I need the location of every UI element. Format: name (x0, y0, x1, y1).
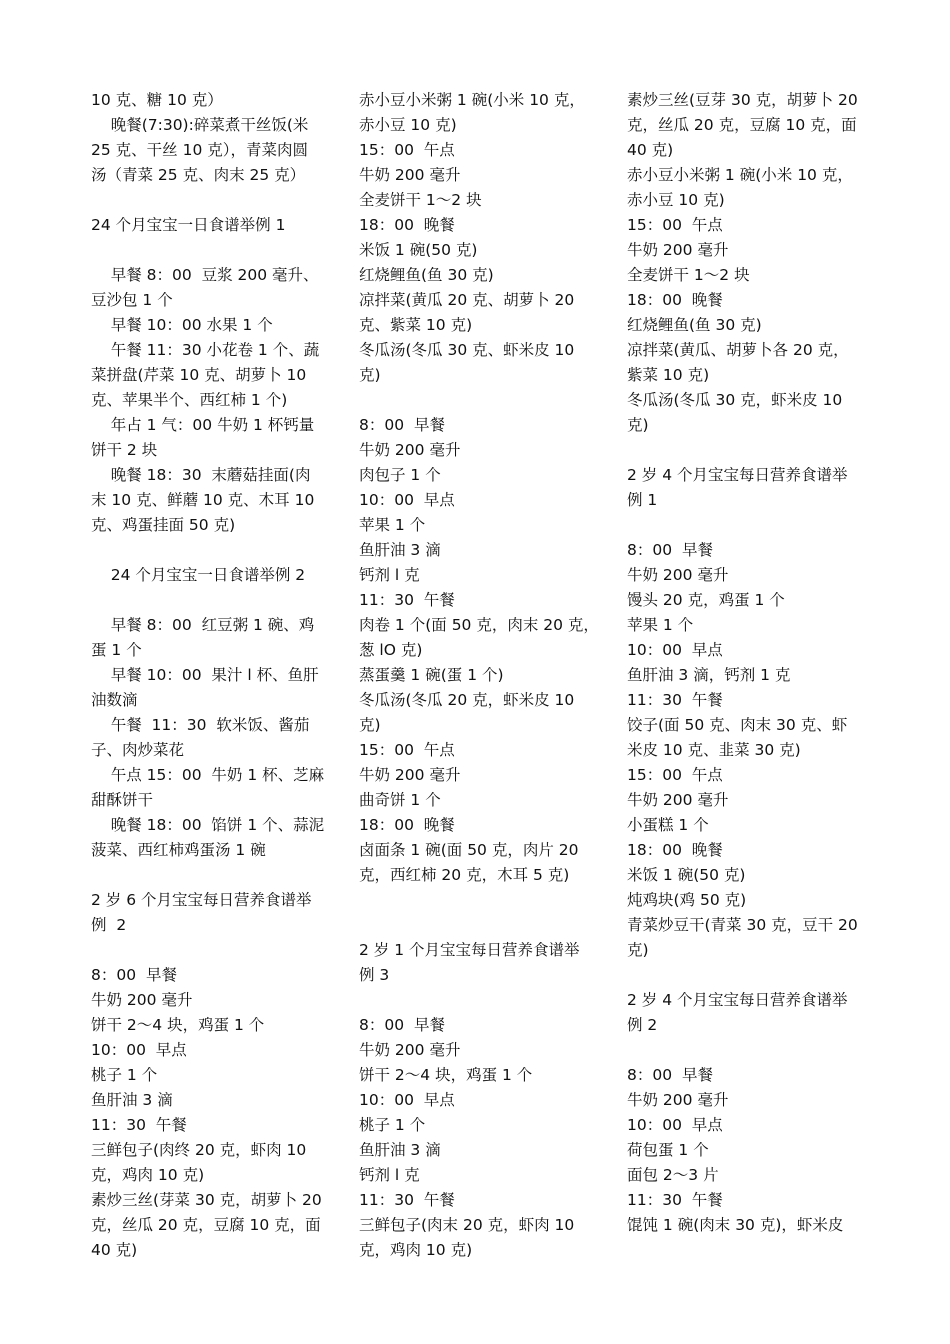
text-line (91, 863, 337, 888)
text-line: 2 岁 4 个月宝宝每日营养食谱举 (627, 991, 848, 1009)
text-line: 例 2 (627, 1016, 658, 1034)
text-line: 10：00 早点 (91, 1041, 187, 1059)
text-line: 15：00 午点 (627, 766, 723, 784)
text-line: 油数滴 (91, 691, 138, 709)
text-line: 25 克、干丝 10 克），青菜肉圆 (91, 141, 308, 159)
text-line: 末 10 克、鲜蘑 10 克、木耳 10 (91, 491, 315, 509)
text-line: 24 个月宝宝一日食谱举例 1 (91, 216, 286, 234)
text-line: 年占 1 气：00 牛奶 1 杯钙量 (91, 416, 315, 434)
text-line: 肉卷 1 个(面 50 克，肉末 20 克， (359, 616, 599, 634)
text-line: 18：00 晚餐 (627, 291, 723, 309)
text-line: 饼干 2～4 块，鸡蛋 1 个 (359, 1066, 533, 1084)
text-line: 18：00 晚餐 (627, 841, 723, 859)
text-line: 米皮 10 克、韭菜 30 克) (627, 741, 801, 759)
text-line (359, 888, 605, 913)
text-line: 8：00 早餐 (359, 416, 445, 434)
text-line: 2 岁 1 个月宝宝每日营养食谱举 (359, 941, 580, 959)
text-line: 11：30 午餐 (627, 1191, 723, 1209)
text-line: 蒸蛋羹 1 碗(蛋 1 个) (359, 666, 504, 684)
text-line: 10：00 早点 (359, 491, 455, 509)
text-line (91, 538, 337, 563)
text-line: 曲奇饼 1 个 (359, 791, 441, 809)
text-line: 晚餐 18：30 末蘑菇挂面(肉 (91, 466, 311, 484)
text-line: 例 3 (359, 966, 390, 984)
text-line: 全麦饼干 1～2 块 (359, 191, 482, 209)
text-line: 青菜炒豆干(青菜 30 克，豆干 20 (627, 916, 858, 934)
text-line: 晚餐 18：00 馅饼 1 个、蒜泥 (91, 816, 325, 834)
text-line: 红烧鲤鱼(鱼 30 克) (627, 316, 762, 334)
text-line (91, 188, 337, 213)
text-line: 午点 15：00 牛奶 1 杯、芝麻 (91, 766, 325, 784)
text-line (91, 238, 337, 263)
text-line: 克) (359, 716, 381, 734)
text-line: 牛奶 200 毫升 (627, 566, 729, 584)
text-column-2 (359, 88, 605, 1263)
text-line: 10：00 早点 (627, 641, 723, 659)
text-line: 24 个月宝宝一日食谱举例 2 (91, 566, 306, 584)
text-line: 小蛋糕 1 个 (627, 816, 709, 834)
text-line: 克，鸡肉 10 克) (359, 1241, 473, 1259)
text-line: 鱼肝油 3 滴，钙剂 1 克 (627, 666, 791, 684)
text-line: 牛奶 200 毫升 (359, 1041, 461, 1059)
text-line: 赤小豆小米粥 1 碗(小米 10 克， (359, 91, 585, 109)
text-line: 桃子 1 个 (91, 1066, 158, 1084)
text-line: 克、苹果半个、西红柿 1 个) (91, 391, 288, 409)
text-line: 8：00 早餐 (627, 1066, 713, 1084)
text-line: 苹果 1 个 (359, 516, 426, 534)
text-line: 豆沙包 1 个 (91, 291, 173, 309)
text-line: 三鲜包子(肉终 20 克，虾肉 10 (91, 1141, 307, 1159)
text-line: 饺子(面 50 克、肉末 30 克、虾 (627, 716, 848, 734)
text-line (627, 438, 873, 463)
text-line (91, 938, 337, 963)
text-line: 素炒三丝(豆芽 30 克，胡萝卜 20 (627, 91, 858, 109)
text-line: 紫菜 10 克) (627, 366, 710, 384)
text-line: 馄饨 1 碗(肉末 30 克)，虾米皮 (627, 1216, 844, 1234)
text-line: 子、肉炒菜花 (91, 741, 185, 759)
text-line (91, 588, 337, 613)
text-line: 钙剂 l 克 (359, 566, 420, 584)
text-line: 饼干 2 块 (91, 441, 158, 459)
text-line: 早餐 8：00 红豆粥 1 碗、鸡 (91, 616, 315, 634)
text-line (359, 388, 605, 413)
text-line: 凉拌菜(黄瓜 20 克、胡萝卜 20 (359, 291, 575, 309)
text-line: 18：00 晚餐 (359, 216, 455, 234)
text-line: 赤小豆小米粥 1 碗(小米 10 克， (627, 166, 853, 184)
text-line (359, 988, 605, 1013)
text-line: 卤面条 1 碗(面 50 克，肉片 20 (359, 841, 579, 859)
text-line: 冬瓜汤(冬瓜 30 克，虾米皮 10 (627, 391, 843, 409)
text-line: 克，丝瓜 20 克，豆腐 10 克，面 (627, 116, 857, 134)
text-line: 15：00 午点 (627, 216, 723, 234)
text-line: 10 克、糖 10 克） (91, 91, 223, 109)
text-line: 米饭 1 碗(50 克) (359, 241, 478, 259)
text-line: 冬瓜汤(冬瓜 30 克、虾米皮 10 (359, 341, 575, 359)
text-line: 鱼肝油 3 滴 (359, 541, 441, 559)
text-line: 40 克) (627, 141, 674, 159)
text-line: 克，鸡肉 10 克) (91, 1166, 205, 1184)
text-line: 牛奶 200 毫升 (359, 166, 461, 184)
text-line: 蛋 1 个 (91, 641, 142, 659)
text-line: 午餐 11：30 小花卷 1 个、蔬 (91, 341, 320, 359)
text-line: 克) (627, 416, 649, 434)
text-line: 牛奶 200 毫升 (627, 1091, 729, 1109)
text-line: 15：00 午点 (359, 141, 455, 159)
text-column-3 (627, 88, 873, 1238)
text-line: 牛奶 200 毫升 (91, 991, 193, 1009)
text-line: 汤（青菜 25 克、肉末 25 克） (91, 166, 306, 184)
text-line: 8：00 早餐 (91, 966, 177, 984)
text-line: 克、紫菜 10 克) (359, 316, 473, 334)
text-line: 赤小豆 10 克) (627, 191, 725, 209)
text-line: 11：30 午餐 (359, 591, 455, 609)
text-line: 凉拌菜(黄瓜、胡萝卜各 20 克， (627, 341, 849, 359)
text-line: 克，西红柿 20 克，木耳 5 克) (359, 866, 570, 884)
text-line: 鱼肝油 3 滴 (359, 1141, 441, 1159)
text-line: 甜酥饼干 (91, 791, 154, 809)
text-line: 10：00 早点 (359, 1091, 455, 1109)
text-line: 红烧鲤鱼(鱼 30 克) (359, 266, 494, 284)
text-line: 早餐 10：00 水果 1 个 (91, 316, 273, 334)
text-line: 苹果 1 个 (627, 616, 694, 634)
text-line: 冬瓜汤(冬瓜 20 克，虾米皮 10 (359, 691, 575, 709)
text-line: 晚餐(7:30):碎菜煮干丝饭(米 (91, 116, 309, 134)
text-line: 牛奶 200 毫升 (359, 441, 461, 459)
text-line: 11：30 午餐 (359, 1191, 455, 1209)
text-line: 2 岁 4 个月宝宝每日营养食谱举 (627, 466, 848, 484)
text-column-1 (91, 88, 337, 1263)
text-line: 午餐 11：30 软米饭、酱茄 (91, 716, 310, 734)
text-line: 葱 lO 克) (359, 641, 423, 659)
text-line: 40 克) (91, 1241, 138, 1259)
text-line: 克、鸡蛋挂面 50 克) (91, 516, 236, 534)
text-line (627, 963, 873, 988)
text-line: 牛奶 200 毫升 (359, 766, 461, 784)
text-line: 2 岁 6 个月宝宝每日营养食谱举 (91, 891, 312, 909)
text-line: 素炒三丝(芽菜 30 克，胡萝卜 20 (91, 1191, 322, 1209)
text-line: 8：00 早餐 (359, 1016, 445, 1034)
text-line: 8：00 早餐 (627, 541, 713, 559)
text-line: 克) (359, 366, 381, 384)
text-line: 钙剂 l 克 (359, 1166, 420, 1184)
text-line: 15：00 午点 (359, 741, 455, 759)
text-line: 菜拼盘(芹菜 10 克、胡萝卜 10 (91, 366, 307, 384)
text-line: 例 2 (91, 916, 127, 934)
text-line: 桃子 1 个 (359, 1116, 426, 1134)
text-line: 馒头 20 克，鸡蛋 1 个 (627, 591, 785, 609)
text-line: 18：00 晚餐 (359, 816, 455, 834)
text-line: 饼干 2～4 块，鸡蛋 1 个 (91, 1016, 265, 1034)
text-line: 三鲜包子(肉末 20 克，虾肉 10 (359, 1216, 575, 1234)
text-line: 早餐 8：00 豆浆 200 毫升、 (91, 266, 319, 284)
text-line: 例 1 (627, 491, 658, 509)
text-line: 荷包蛋 1 个 (627, 1141, 709, 1159)
text-line: 克) (627, 941, 649, 959)
text-line (627, 513, 873, 538)
text-line: 赤小豆 10 克) (359, 116, 457, 134)
text-line (359, 913, 605, 938)
text-line: 菠菜、西红柿鸡蛋汤 1 碗 (91, 841, 266, 859)
text-line: 早餐 10：00 果汁 l 杯、鱼肝 (91, 666, 319, 684)
text-line: 米饭 1 碗(50 克) (627, 866, 746, 884)
text-line: 11：30 午餐 (627, 691, 723, 709)
text-line (627, 1038, 873, 1063)
text-line: 10：00 早点 (627, 1116, 723, 1134)
text-line: 面包 2～3 片 (627, 1166, 719, 1184)
text-line: 全麦饼干 1～2 块 (627, 266, 750, 284)
text-line: 克，丝瓜 20 克，豆腐 10 克，面 (91, 1216, 321, 1234)
text-line: 牛奶 200 毫升 (627, 241, 729, 259)
text-line: 牛奶 200 毫升 (627, 791, 729, 809)
text-line: 鱼肝油 3 滴 (91, 1091, 173, 1109)
text-line: 炖鸡块(鸡 50 克) (627, 891, 747, 909)
text-line: 11：30 午餐 (91, 1116, 187, 1134)
text-line: 肉包子 1 个 (359, 466, 441, 484)
